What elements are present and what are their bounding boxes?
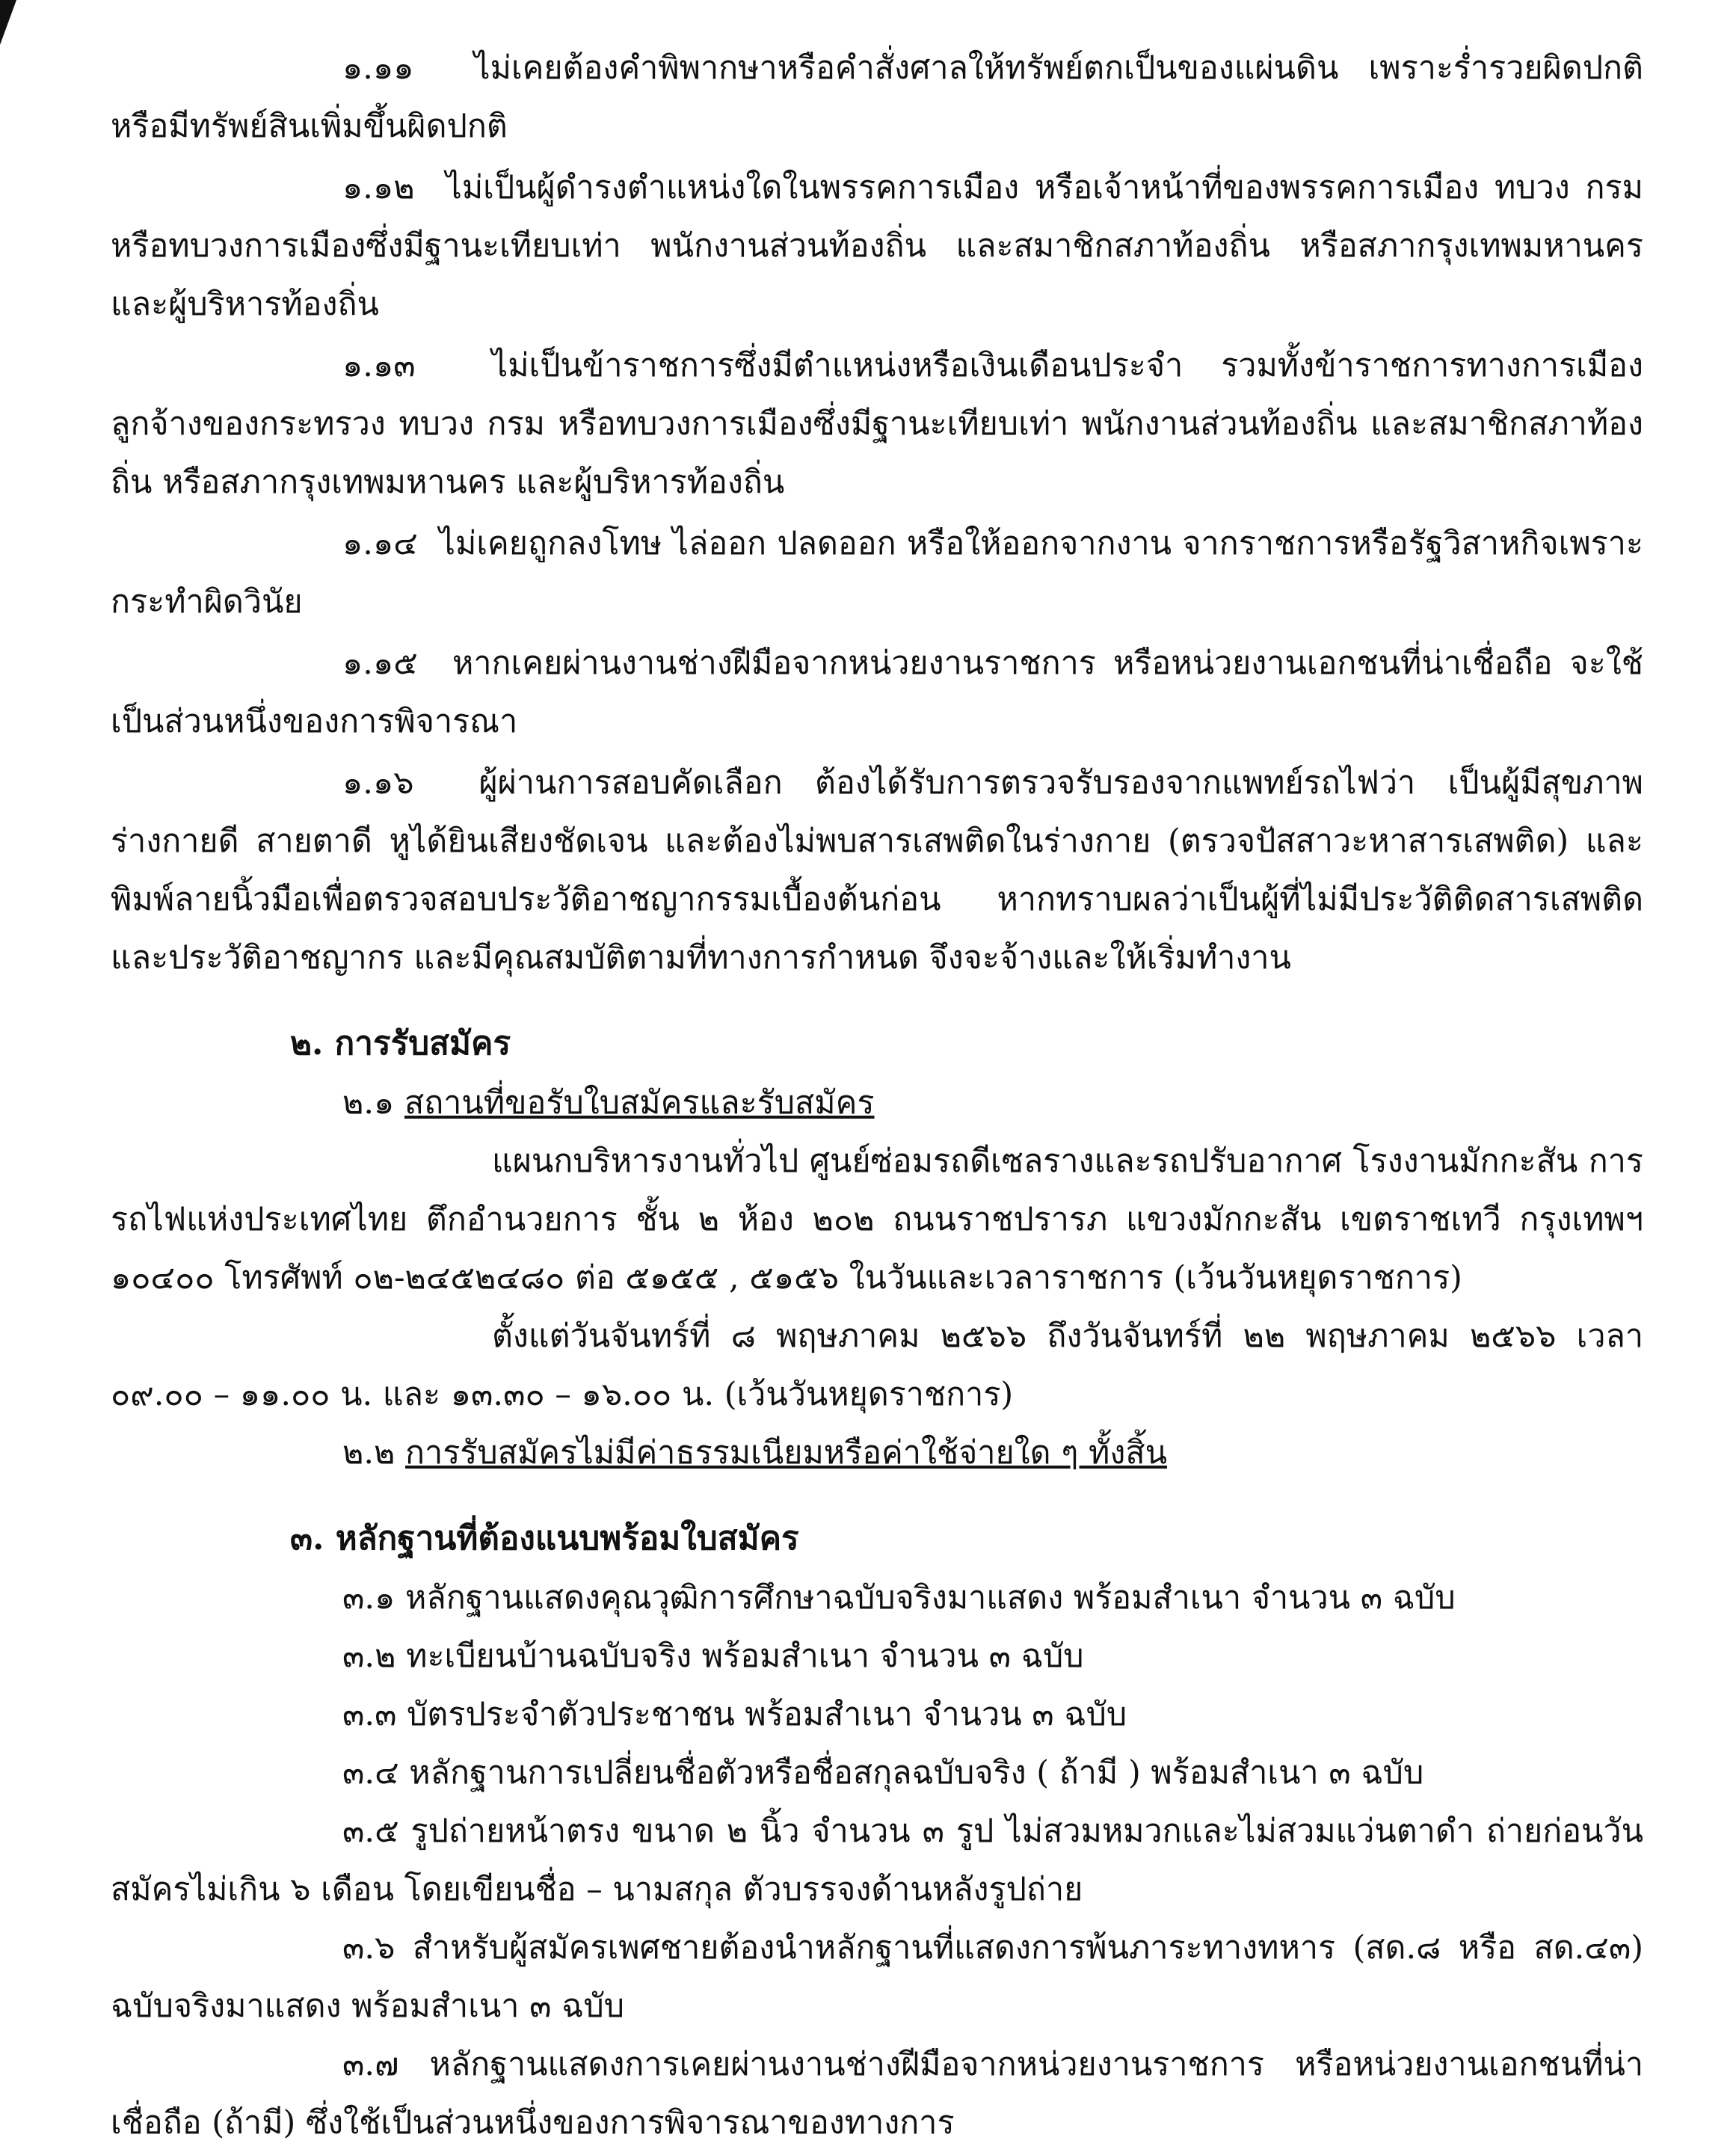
sub-title: การรับสมัครไม่มีค่าธรรมเนียมหรือค่าใช้จ่ายใด ๆ ทั้งสิ้น [405, 1434, 1168, 1472]
section-3-heading: ๓. หลักฐานที่ต้องแนบพร้อมใบสมัคร [290, 1519, 799, 1558]
item-number: ๓.๕ [342, 1813, 399, 1850]
item-1-16 [111, 754, 1643, 987]
sub-number: ๒.๑ [342, 1084, 395, 1122]
item-text: รูปถ่ายหน้าตรง ขนาด ๒ นิ้ว จำนวน ๓ รูป ไม่สวมหมวกและไม่สวมแว่นตาดำ ถ่ายก่อนวันสมัครไม่เกิน ๖ เดือน โดยเขียนชื่อ – นามสกุล ตัวบรรจงด้านหลังรูปถ่าย [111, 1813, 1643, 1908]
item-number: ๑.๑๓ [342, 347, 416, 384]
document-page [111, 39, 1643, 2152]
item-number: ๑.๑๖ [342, 764, 414, 802]
item-3-4 [111, 1744, 1643, 1802]
item-number: ๓.๗ [342, 2046, 399, 2083]
item-1-15 [111, 634, 1643, 751]
item-text: ไม่เป็นข้าราชการซึ่งมีตำแหน่งหรือเงินเดือนประจำ รวมทั้งข้าราชการทางการเมือง ลูกจ้างของกระทรวง ทบวง กรม หรือทบวงการเมืองซึ่งมีฐานะเทียบเท่า พนักงานส่วนท้องถิ่น และสมาชิกสภาท้องถิ่น หรือสภากรุงเทพมหานคร และผู้บริหารท้องถิ่น [111, 347, 1643, 501]
sub-number: ๒.๒ [342, 1434, 395, 1472]
item-text: สำหรับผู้สมัครเพศชายต้องนำหลักฐานที่แสดงการพ้นภาระทางทหาร (สด.๘ หรือ สด.๔๓) ฉบับจริงมาแสดง พร้อมสำเนา ๓ ฉบับ [111, 1929, 1643, 2025]
item-1-11 [111, 39, 1643, 156]
scan-corner-mark [0, 0, 16, 45]
application-place: แผนกบริหารงานทั่วไป ศูนย์ซ่อมรถดีเซลรางและรถปรับอากาศ โรงงานมักกะสัน การรถไฟแห่งประเทศไทย ตึกอำนวยการ ชั้น ๒ ห้อง ๒๐๒ ถนนราชปรารภ แขวงมักกะสัน เขตราชเทวี กรุงเทพฯ ๑๐๔๐๐ โทรศัพท์ ๐๒-๒๔๕๒๔๘๐ ต่อ ๕๑๕๕ , ๕๑๕๖ ในวันและเวลาราชการ (เว้นวันหยุดราชการ) [111, 1143, 1643, 1297]
item-1-14 [111, 514, 1643, 631]
item-number: ๑.๑๕ [342, 645, 418, 682]
item-text: ทะเบียนบ้านฉบับจริง พร้อมสำเนา จำนวน ๓ ฉบับ [406, 1638, 1084, 1675]
item-text: หลักฐานแสดงคุณวุฒิการศึกษาฉบับจริงมาแสดง พร้อมสำเนา จำนวน ๓ ฉบับ [405, 1579, 1456, 1617]
item-text: ไม่เป็นผู้ดำรงตำแหน่งใดในพรรคการเมือง หรือเจ้าหน้าที่ของพรรคการเมือง ทบวง กรม หรือทบวงการเมืองซึ่งมีฐานะเทียบเท่า พนักงานส่วนท้องถิ่น และสมาชิกสภาท้องถิ่น หรือสภากรุงเทพมหานคร และผู้บริหารท้องถิ่น [111, 169, 1643, 323]
item-text: ไม่เคยถูกลงโทษ ไล่ออก ปลดออก หรือให้ออกจากงาน จากราชการหรือรัฐวิสาหกิจเพราะกระทำผิดวินัย [111, 525, 1643, 621]
item-3-1 [111, 1569, 1643, 1627]
item-text: บัตรประจำตัวประชาชน พร้อมสำเนา จำนวน ๓ ฉบับ [407, 1696, 1127, 1733]
item-text: หลักฐานการเปลี่ยนชื่อตัวหรือชื่อสกุลฉบับจริง ( ถ้ามี ) พร้อมสำเนา ๓ ฉบับ [409, 1754, 1424, 1792]
item-3-5 [111, 1802, 1643, 1919]
item-3-3 [111, 1685, 1643, 1744]
sub-title: สถานที่ขอรับใบสมัครและรับสมัคร [404, 1084, 875, 1122]
item-3-7 [111, 2035, 1643, 2152]
item-text: หลักฐานแสดงการเคยผ่านงานช่างฝีมือจากหน่วยงานราชการ หรือหน่วยงานเอกชนที่น่าเชื่อถือ (ถ้ามี) ซึ่งใช้เป็นส่วนหนึ่งของการพิจารณาของทางการ [111, 2046, 1643, 2142]
application-dates: ตั้งแต่วันจันทร์ที่ ๘ พฤษภาคม ๒๕๖๖ ถึงวันจันทร์ที่ ๒๒ พฤษภาคม ๒๕๖๖ เวลา ๐๙.๐๐ – ๑๑.๐๐ น. และ ๑๓.๓๐ – ๑๖.๐๐ น. (เว้นวันหยุดราชการ) [111, 1318, 1643, 1413]
item-number: ๓.๓ [342, 1696, 397, 1733]
item-1-12 [111, 159, 1643, 333]
section-2-heading: ๒. การรับสมัคร [290, 1024, 511, 1063]
item-number: ๓.๔ [342, 1754, 399, 1792]
item-number: ๓.๒ [342, 1638, 396, 1675]
item-3-6 [111, 1919, 1643, 2035]
item-1-13 [111, 336, 1643, 511]
item-number: ๑.๑๔ [342, 525, 418, 562]
item-text: ไม่เคยต้องคำพิพากษาหรือคำสั่งศาลให้ทรัพย์ตกเป็นของแผ่นดิน เพราะร่ำรวยผิดปกติ หรือมีทรัพย์สินเพิ่มขึ้นผิดปกติ [111, 49, 1643, 145]
item-text: ผู้ผ่านการสอบคัดเลือก ต้องได้รับการตรวจรับรองจากแพทย์รถไฟว่า เป็นผู้มีสุขภาพร่างกายดี สายตาดี หูได้ยินเสียงชัดเจน และต้องไม่พบสารเสพติดในร่างกาย (ตรวจปัสสาวะหาสารเสพติด) และพิมพ์ลายนิ้วมือเพื่อตรวจสอบประวัติอาชญากรรมเบื้องต้นก่อน หากทราบผลว่าเป็นผู้ที่ไม่มีประวัติติดสารเสพติดและประวัติอาชญากร และมีคุณสมบัติตามที่ทางการกำหนด จึงจะจ้างและให้เริ่มทำงาน [111, 764, 1644, 977]
item-text: หากเคยผ่านงานช่างฝีมือจากหน่วยงานราชการ หรือหน่วยงานเอกชนที่น่าเชื่อถือ จะใช้เป็นส่วนหนึ่งของการพิจารณา [111, 645, 1643, 740]
item-number: ๓.๖ [342, 1929, 395, 1967]
item-number: ๑.๑๒ [342, 169, 415, 206]
item-3-2 [111, 1627, 1643, 1685]
item-number: ๑.๑๑ [342, 49, 414, 87]
section-2-2-title [111, 1424, 1643, 1482]
section-2-1-title [111, 1074, 1643, 1132]
item-number: ๓.๑ [342, 1579, 395, 1617]
